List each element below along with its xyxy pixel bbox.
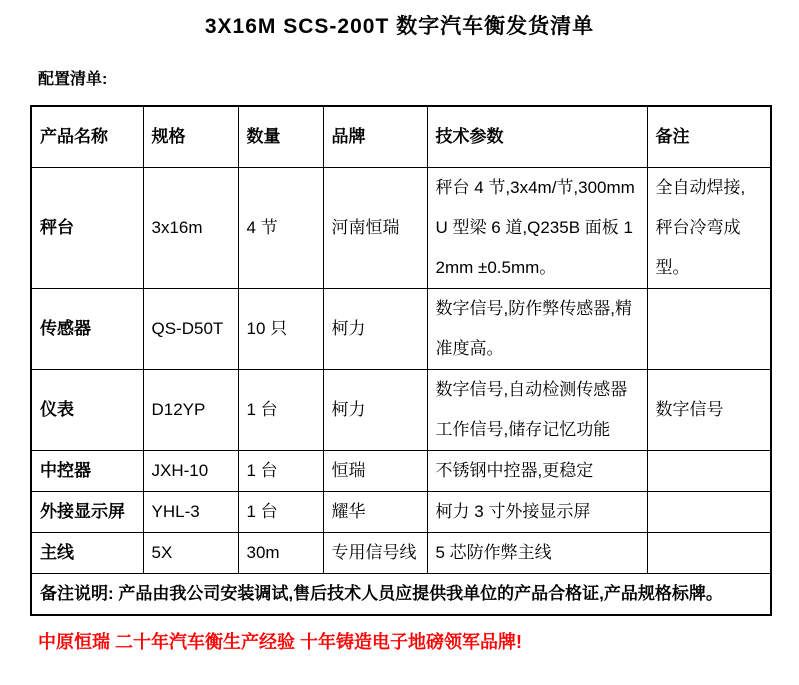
table-row bbox=[31, 168, 771, 289]
note-text: 产品由我公司安装调试,售后技术人员应提供我单位的产品合格证,产品规格标牌。 bbox=[118, 584, 723, 603]
cell-product-name: 仪表 bbox=[31, 370, 143, 451]
table-header-row bbox=[31, 106, 771, 168]
table-row bbox=[31, 289, 771, 370]
cell-remark: 数字信号 bbox=[647, 370, 771, 451]
cell-product-name: 传感器 bbox=[31, 289, 143, 370]
header-qty: 数量 bbox=[238, 106, 323, 168]
cell-params: 秤台 4 节,3x4m/节,300mmU 型梁 6 道,Q235B 面板 12mm ±0.5mm。 bbox=[427, 168, 647, 289]
header-product-name: 产品名称 bbox=[31, 106, 143, 168]
cell-qty: 10 只 bbox=[238, 289, 323, 370]
cell-spec: D12YP bbox=[143, 370, 238, 451]
cell-spec: 3x16m bbox=[143, 168, 238, 289]
cell-qty: 4 节 bbox=[238, 168, 323, 289]
cell-remark bbox=[647, 289, 771, 370]
config-list-label: 配置清单: bbox=[38, 71, 108, 88]
cell-brand: 河南恒瑞 bbox=[323, 168, 427, 289]
cell-params: 数字信号,防作弊传感器,精准度高。 bbox=[427, 289, 647, 370]
cell-params: 柯力 3 寸外接显示屏 bbox=[427, 492, 647, 533]
table-note-row bbox=[31, 574, 771, 616]
cell-product-name: 主线 bbox=[31, 533, 143, 574]
shipping-list-table bbox=[30, 105, 772, 616]
cell-remark bbox=[647, 533, 771, 574]
table-row bbox=[31, 451, 771, 492]
footer-slogan: 中原恒瑞 二十年汽车衡生产经验 十年铸造电子地磅领军品牌! bbox=[38, 632, 522, 652]
header-spec: 规格 bbox=[143, 106, 238, 168]
cell-remark bbox=[647, 451, 771, 492]
cell-qty: 1 台 bbox=[238, 492, 323, 533]
cell-product-name: 秤台 bbox=[31, 168, 143, 289]
cell-brand: 耀华 bbox=[323, 492, 427, 533]
document-title: 3X16M SCS-200T 数字汽车衡发货清单 bbox=[204, 15, 595, 38]
cell-qty: 1 台 bbox=[238, 370, 323, 451]
cell-spec: QS-D50T bbox=[143, 289, 238, 370]
table-row bbox=[31, 370, 771, 451]
cell-spec: JXH-10 bbox=[143, 451, 238, 492]
cell-brand: 柯力 bbox=[323, 289, 427, 370]
cell-qty: 1 台 bbox=[238, 451, 323, 492]
cell-remark: 全自动焊接,秤台冷弯成型。 bbox=[647, 168, 771, 289]
note-cell bbox=[31, 574, 771, 616]
cell-params: 不锈钢中控器,更稳定 bbox=[427, 451, 647, 492]
header-brand: 品牌 bbox=[323, 106, 427, 168]
header-params: 技术参数 bbox=[427, 106, 647, 168]
table-row bbox=[31, 492, 771, 533]
table-row bbox=[31, 533, 771, 574]
cell-product-name: 中控器 bbox=[31, 451, 143, 492]
cell-qty: 30m bbox=[238, 533, 323, 574]
cell-spec: YHL-3 bbox=[143, 492, 238, 533]
cell-params: 5 芯防作弊主线 bbox=[427, 533, 647, 574]
cell-params: 数字信号,自动检测传感器工作信号,储存记忆功能 bbox=[427, 370, 647, 451]
cell-spec: 5X bbox=[143, 533, 238, 574]
cell-remark bbox=[647, 492, 771, 533]
cell-brand: 柯力 bbox=[323, 370, 427, 451]
header-remark: 备注 bbox=[647, 106, 771, 168]
cell-product-name: 外接显示屏 bbox=[31, 492, 143, 533]
note-label: 备注说明: bbox=[40, 584, 114, 603]
cell-brand: 恒瑞 bbox=[323, 451, 427, 492]
cell-brand: 专用信号线 bbox=[323, 533, 427, 574]
